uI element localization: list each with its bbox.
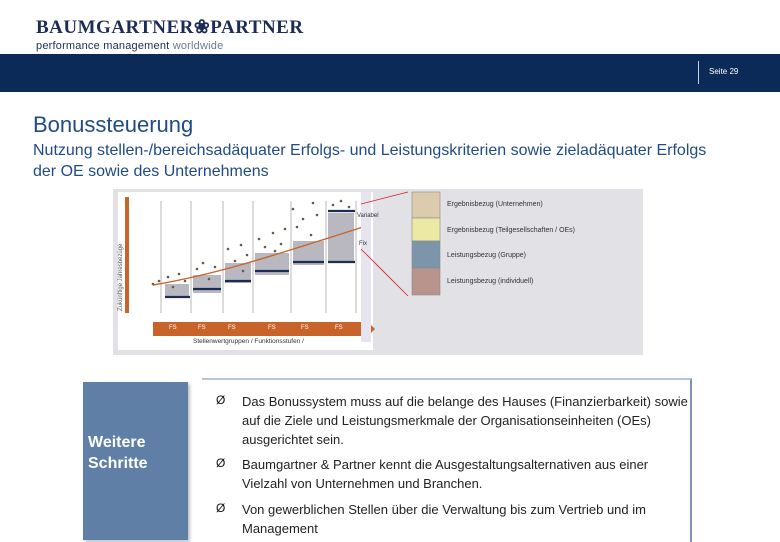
legend-label-1: Ergebnisbezug (Unternehmen) <box>447 201 543 208</box>
tagline-strong: performance management <box>36 40 170 52</box>
arrow-bullet-icon: Ø <box>216 501 226 515</box>
legend-label-4: Leistungsbezug (individuell) <box>447 278 534 285</box>
x-tick-1: FS <box>169 325 177 331</box>
subtitle-line-1: Nutzung stellen-/bereichsadäquater Erfolgs- und Leistungskriterien sowie zieladäquater Erfolgs <box>33 142 707 159</box>
steps-list <box>202 378 692 542</box>
arrow-bullet-icon: Ø <box>216 456 226 470</box>
company-logo <box>36 16 304 52</box>
legend-label-3: Leistungsbezug (Gruppe) <box>447 252 526 259</box>
legend-label-2: Ergebnisbezug (Teilgesellschaften / OEs) <box>447 227 576 234</box>
label-fix: Fix <box>359 241 367 247</box>
subtitle-line-2: der OE sowie des Unternehmens <box>33 163 269 180</box>
slide-subtitle <box>33 140 780 182</box>
x-tick-4: FS <box>268 325 276 331</box>
next-steps-box <box>83 382 188 540</box>
brand-tagline <box>36 40 304 52</box>
next-steps-heading <box>88 432 148 474</box>
x-tick-3: FS <box>228 325 236 331</box>
step-text-1: Das Bonussystem muss auf die belange des Hauses (Finanzierbarkeit) sowie auf die Ziele und Leistungsmerkmale der Organisationseinheiten (OEs) ausgerichtet sein. <box>242 394 688 447</box>
step-text-2: Baumgartner & Partner kennt die Ausgestaltungsalternativen aus einer Vielzahl von Unternehmen und Branchen. <box>242 457 649 491</box>
label-variabel: Variabel <box>357 213 379 219</box>
next-steps-line-1: Weitere <box>88 434 146 451</box>
bonus-structure-figure <box>113 189 643 355</box>
page-number: Seite 29 <box>709 67 739 76</box>
arrow-bullet-icon: Ø <box>216 393 226 407</box>
step-text-3: Von gewerblichen Stellen über die Verwaltung bis zum Vertrieb und im Management <box>242 502 646 536</box>
x-tick-2: FS <box>198 325 206 331</box>
x-axis-label: Stellenwertgruppen / Funktionsstufen / <box>193 338 304 345</box>
tagline-light: worldwide <box>172 40 224 52</box>
x-tick-5: FS <box>301 325 309 331</box>
header-bar <box>0 54 780 92</box>
legend-stack <box>412 192 440 295</box>
x-tick-6: FS <box>335 325 343 331</box>
header-separator <box>698 61 699 84</box>
brand-name: BAUMGARTNER❀PARTNER <box>36 17 304 38</box>
y-axis-label: Zukünftige Jahresbezüge <box>118 243 124 311</box>
next-steps-line-2: Schritte <box>88 455 148 472</box>
slide-title: Bonussteuerung <box>33 112 194 137</box>
